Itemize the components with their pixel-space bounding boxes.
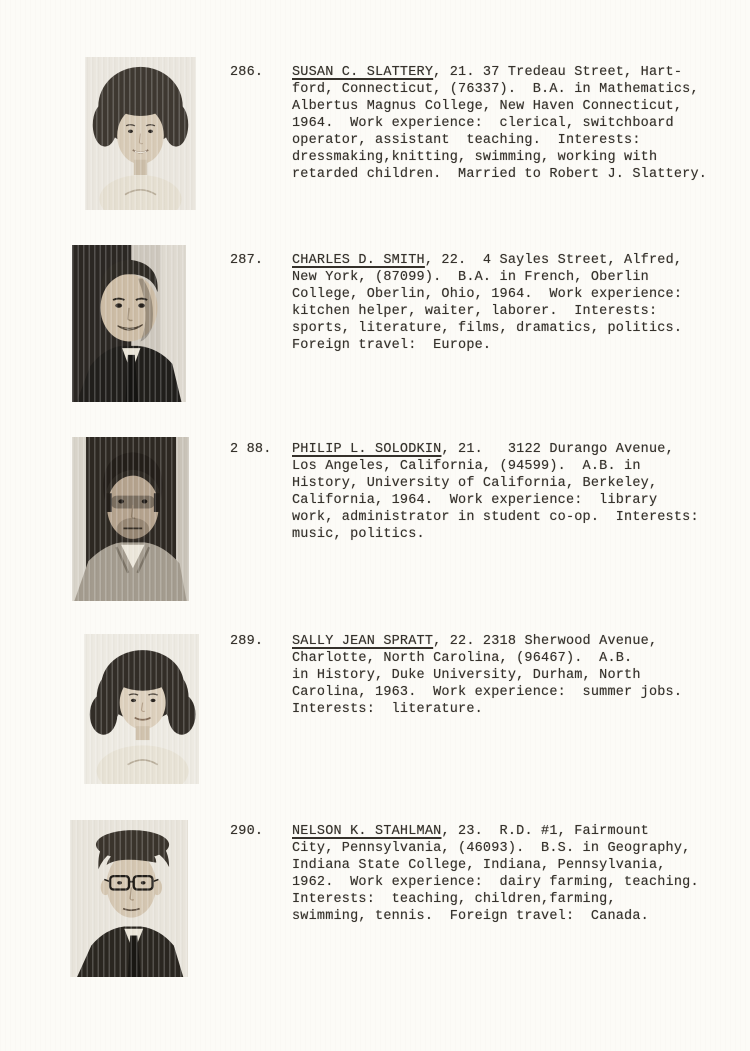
entry-line1-rest: , 23. R.D. #1, Fairmount bbox=[441, 824, 649, 839]
entry-number: 287. bbox=[230, 253, 264, 268]
entry-number: 289. bbox=[230, 634, 264, 649]
entry-name: NELSON K. STAHLMAN bbox=[292, 824, 442, 839]
portrait-photo bbox=[70, 820, 188, 977]
entry-body: ford, Connecticut, (76337). B.A. in Mathematics, Albertus Magnus College, New Haven Connecticut, 1964. Work experience: clerical, switchboard operator, assistant teaching. Interests: dressmaking,knitting, swimming, working with retarded children. Married to Robert J. Slattery. bbox=[292, 82, 708, 182]
entry-text bbox=[292, 252, 732, 354]
portrait-photo bbox=[72, 245, 186, 402]
entry-line1-rest: , 22. 4 Sayles Street, Alfred, bbox=[424, 253, 683, 268]
entry-number: 290. bbox=[230, 824, 264, 839]
portrait-illustration bbox=[70, 820, 188, 977]
entry-line1-rest: , 21. 37 Tredeau Street, Hart- bbox=[433, 65, 683, 80]
entry-text bbox=[292, 823, 732, 925]
entry-line1-rest: , 22. 2318 Sherwood Avenue, bbox=[433, 634, 658, 649]
entry-line1-rest: , 21. 3122 Durango Avenue, bbox=[441, 442, 674, 457]
portrait-photo bbox=[72, 437, 189, 601]
entry-name: CHARLES D. SMITH bbox=[292, 253, 425, 268]
entry-body: City, Pennsylvania, (46093). B.S. in Geography, Indiana State College, Indiana, Pennsylvania, 1962. Work experience: dairy farming, teaching. Interests: teaching, children,farming, swimming, tennis. Foreign travel: Canada. bbox=[292, 841, 699, 924]
portrait-illustration bbox=[72, 437, 189, 601]
entry-text bbox=[292, 633, 732, 718]
entry-number: 286. bbox=[230, 65, 264, 80]
entry-text bbox=[292, 441, 732, 543]
portrait-photo bbox=[84, 634, 199, 784]
entry-body: New York, (87099). B.A. in French, Oberlin College, Oberlin, Ohio, 1964. Work experience: kitchen helper, waiter, laborer. Interests: sports, literature, films, dramatics, politics. Foreign travel: Europe. bbox=[292, 270, 683, 353]
entry-body: Charlotte, North Carolina, (96467). A.B. in History, Duke University, Durham, North Carolina, 1963. Work experience: summer jobs. Interests: literature. bbox=[292, 651, 683, 717]
entry-name: SUSAN C. SLATTERY bbox=[292, 65, 434, 80]
entry-name: PHILIP L. SOLODKIN bbox=[292, 442, 442, 457]
portrait-illustration bbox=[85, 57, 196, 210]
entry-name: SALLY JEAN SPRATT bbox=[292, 634, 434, 649]
entry-text bbox=[292, 64, 732, 183]
portrait-photo bbox=[85, 57, 196, 210]
portrait-illustration bbox=[72, 245, 186, 402]
portrait-illustration bbox=[84, 634, 199, 784]
entry-number: 2 88. bbox=[230, 442, 272, 457]
entry-body: Los Angeles, California, (94599). A.B. in History, University of California, Berkeley, California, 1964. Work experience: library work, administrator in student co-op. Interests: music, politics. bbox=[292, 459, 699, 542]
